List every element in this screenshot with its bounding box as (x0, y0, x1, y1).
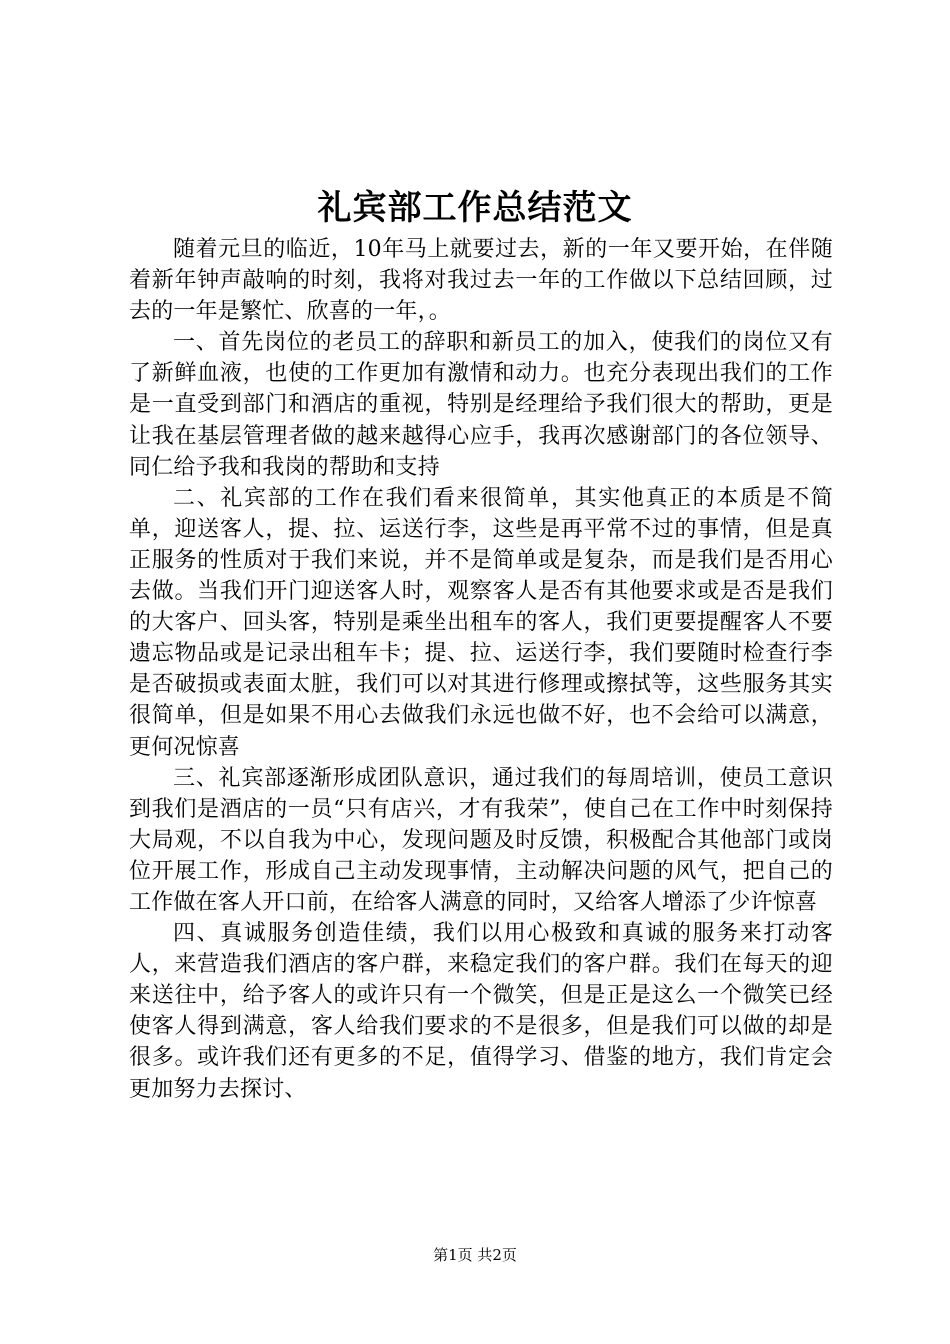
paragraph-intro: 随着元旦的临近，10年马上就要过去，新的一年又要开始，在伴随着新年钟声敲响的时刻，我将对我过去一年的工作做以下总结回顾，过去的一年是繁忙、欣喜的一年，。 (129, 237, 833, 325)
paragraph-section-4: 四、真诚服务创造佳绩，我们以用心极致和真诚的服务来打动客人，来营造我们酒店的客户群，来稳定我们的客户群。我们在每天的迎来送往中，给予客人的或许只有一个微笑，但是正是这么一个微笑已经使客人得到满意，客人给我们要求的不是很多，但是我们可以做的却是很多。或许我们还有更多的不足，值得学习、借鉴的地方，我们肯定会更加努力去探讨、 (129, 921, 833, 1102)
page-number-footer: 第1页 共2页 (433, 1246, 517, 1264)
paragraph-section-2: 二、礼宾部的工作在我们看来很简单，其实他真正的本质是不简单，迎送客人，提、拉、运送行李，这些是再平常不过的事情，但是真正服务的性质对于我们来说，并不是简单或是复杂，而是我们是否用心去做。当我们开门迎送客人时，观察客人是否有其他要求或是否是我们的大客户、回头客，特别是乘坐出租车的客人，我们更要提醒客人不要遗忘物品或是记录出租车卡；提、拉、运送行李，我们要随时检查行李是否破损或表面太脏，我们可以对其进行修理或擦拭等，这些服务其实很简单，但是如果不用心去做我们永远也做不好，也不会给可以满意，更何况惊喜 (129, 485, 833, 760)
document-title: 礼宾部工作总结范文 (317, 188, 633, 228)
paragraph-section-3: 三、礼宾部逐渐形成团队意识，通过我们的每周培训，使员工意识到我们是酒店的一员“只有店兴，才有我荣”，使自己在工作中时刻保持大局观，不以自我为中心，发现问题及时反馈，积极配合其他部门或岗位开展工作，形成自己主动发现事情，主动解决问题的风气，把自己的工作做在客人开口前，在给客人满意的同时，又给客人增添了少许惊喜 (129, 765, 833, 915)
paragraph-section-1: 一、首先岗位的老员工的辞职和新员工的加入，使我们的岗位又有了新鲜血液，也使的工作更加有激情和动力。也充分表现出我们的工作是一直受到部门和酒店的重视，特别是经理给予我们很大的帮助，更是让我在基层管理者做的越来越得心应手，我再次感谢部门的各位领导、同仁给予我和我岗的帮助和支持 (129, 330, 833, 480)
document-body (129, 234, 833, 1105)
